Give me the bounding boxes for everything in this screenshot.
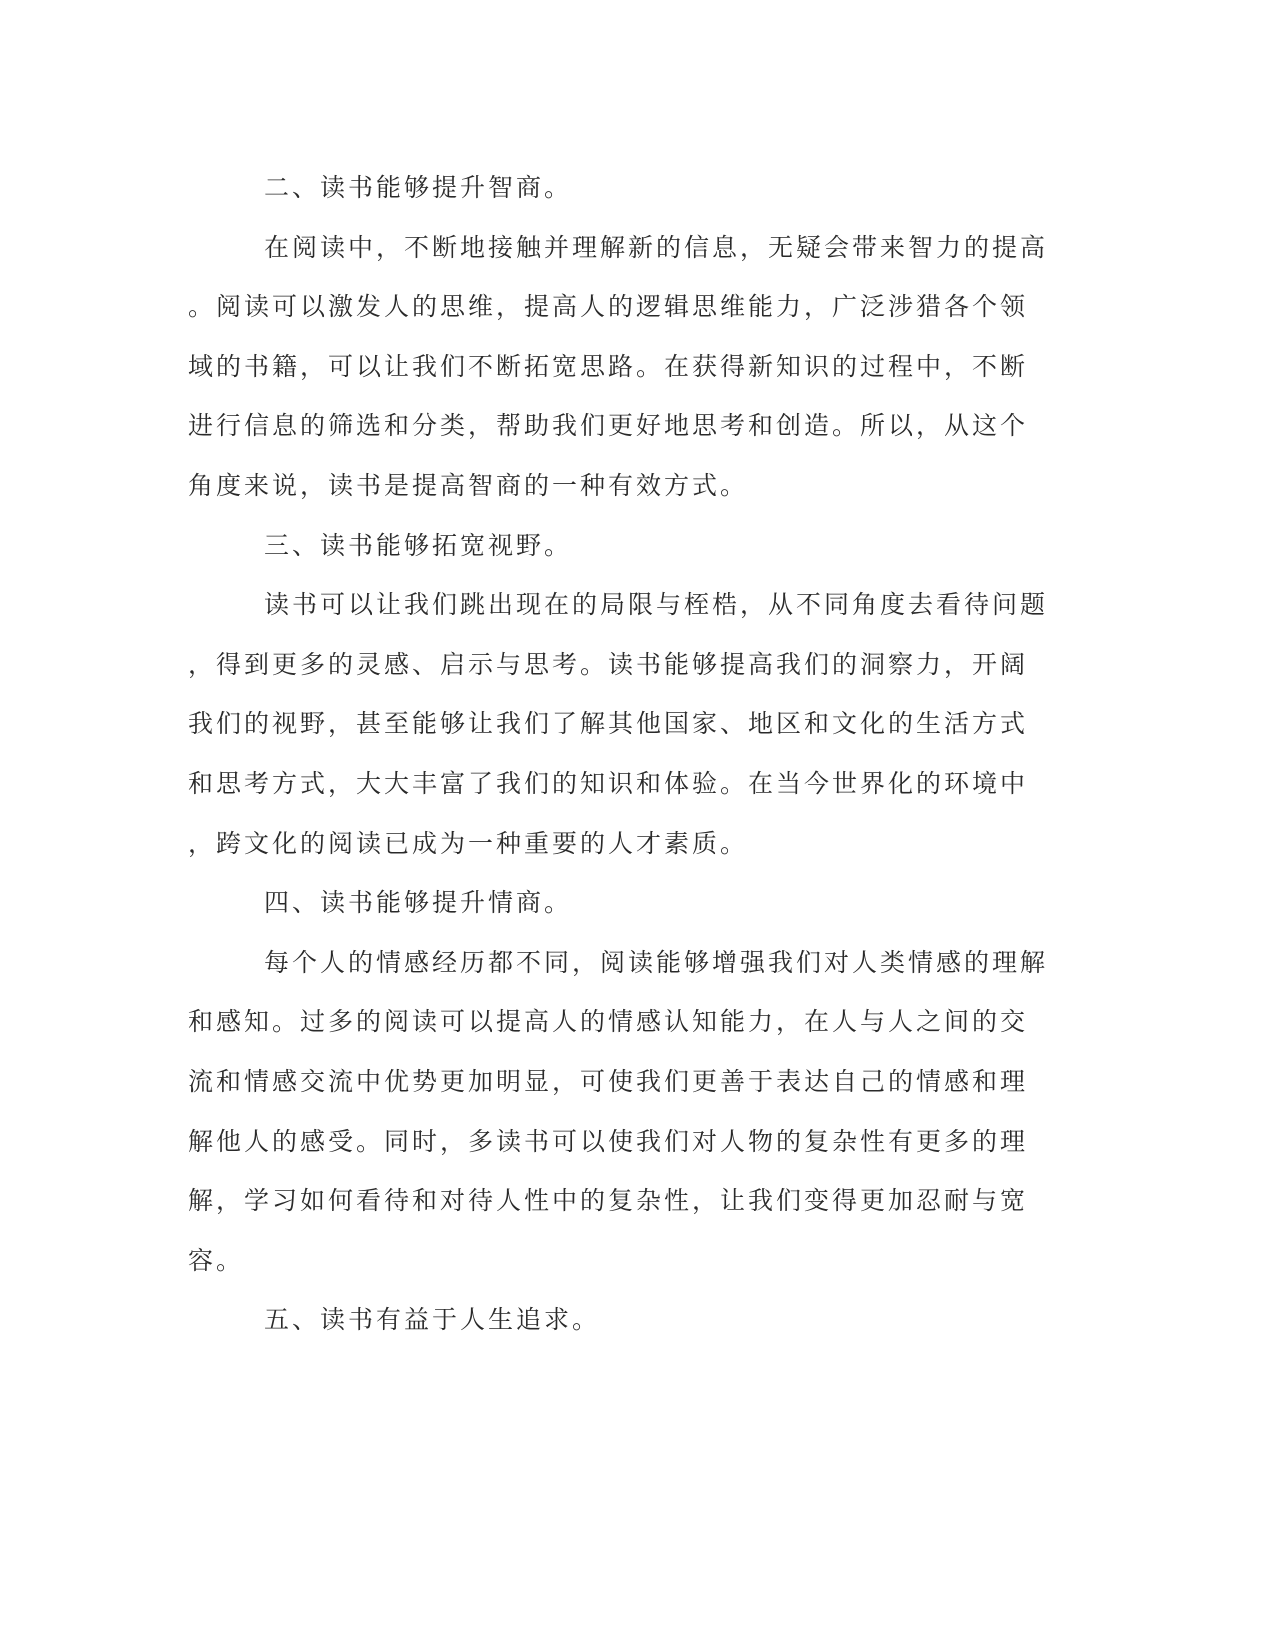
paragraph-line: 我们的视野，甚至能够让我们了解其他国家、地区和文化的生活方式 — [188, 709, 1029, 739]
paragraph-line: 解他人的感受。同时，多读书可以使我们对人物的复杂性有更多的理 — [188, 1126, 1029, 1156]
paragraph-line: 。阅读可以激发人的思维，提高人的逻辑思维能力，广泛涉猎各个领 — [188, 292, 1029, 322]
paragraph-line: 进行信息的筛选和分类，帮助我们更好地思考和创造。所以，从这个 — [188, 411, 1029, 441]
paragraph-line: 读书可以让我们跳出现在的局限与桎梏，从不同角度去看待问题 — [264, 590, 1049, 620]
section-heading-3: 三、读书能够拓宽视野。 — [264, 530, 573, 560]
document-body — [188, 158, 1078, 1350]
paragraph-line: 和思考方式，大大丰富了我们的知识和体验。在当今世界化的环境中 — [188, 768, 1029, 798]
paragraph-line: 角度来说，读书是提高智商的一种有效方式。 — [188, 470, 749, 500]
section-heading-2: 二、读书能够提升智商。 — [264, 173, 573, 202]
paragraph-line: 域的书籍，可以让我们不断拓宽思路。在获得新知识的过程中，不断 — [188, 351, 1029, 381]
paragraph-line: ，跨文化的阅读已成为一种重要的人才素质。 — [188, 828, 749, 858]
paragraph-line: 容。 — [188, 1245, 245, 1275]
section-heading-4: 四、读书能够提升情商。 — [264, 888, 573, 918]
paragraph-line: 流和情感交流中优势更加明显，可使我们更善于表达自己的情感和理 — [188, 1066, 1029, 1096]
section-heading-5: 五、读书有益于人生追求。 — [264, 1305, 601, 1335]
paragraph-line: 解，学习如何看待和对待人性中的复杂性，让我们变得更加忍耐与宽 — [188, 1186, 1029, 1216]
paragraph-line: 和感知。过多的阅读可以提高人的情感认知能力，在人与人之间的交 — [188, 1007, 1029, 1037]
paragraph-line: ，得到更多的灵感、启示与思考。读书能够提高我们的洞察力，开阔 — [188, 649, 1029, 679]
paragraph-line: 在阅读中，不断地接触并理解新的信息，无疑会带来智力的提高 — [264, 232, 1049, 262]
paragraph-line: 每个人的情感经历都不同，阅读能够增强我们对人类情感的理解 — [264, 947, 1049, 977]
